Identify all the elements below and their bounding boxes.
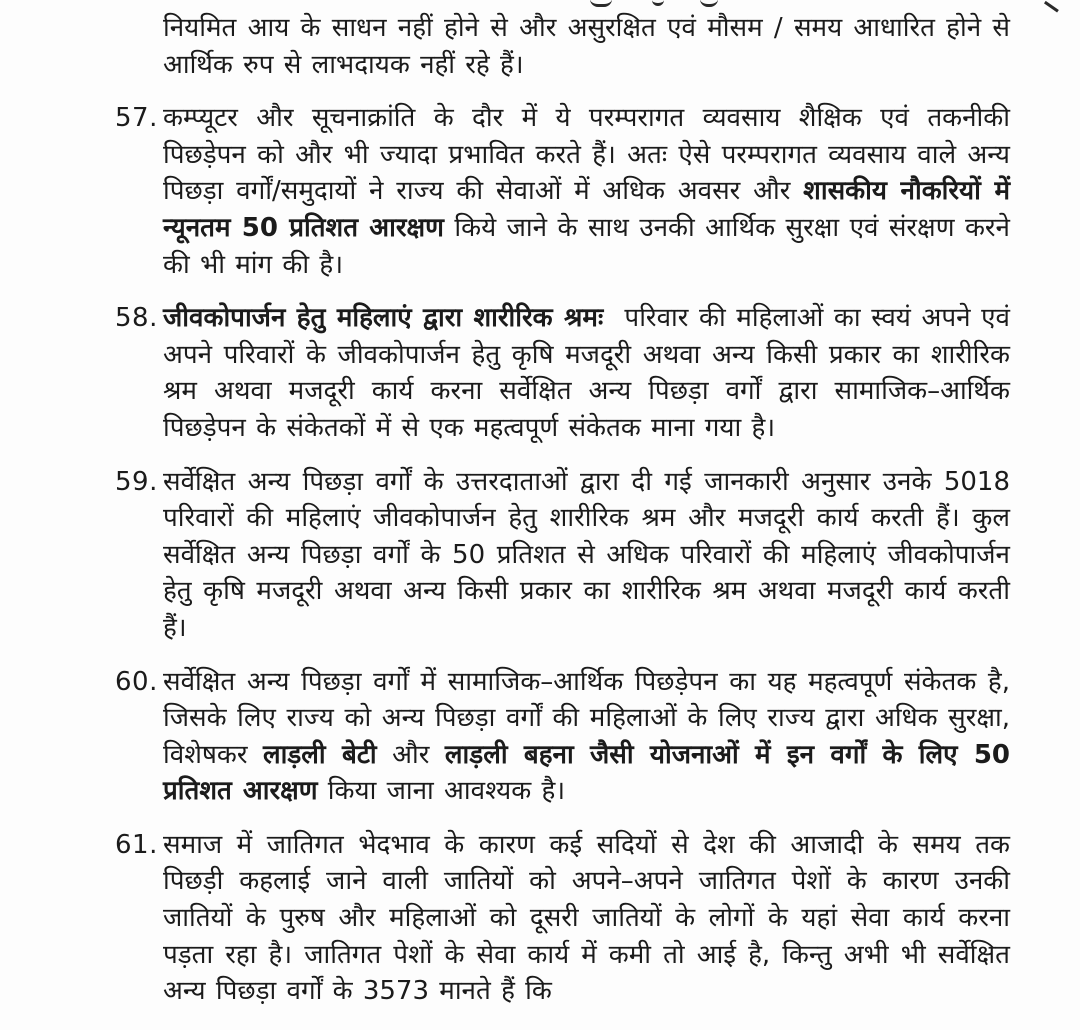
text-segment: सर्वेक्षित अन्य पिछड़ा वर्गों में सामाजिक–आर्थिक पिछड़ेपन का यह महत्वपूर्ण संकेतक है, जिसके लिए राज्य को अन्य पिछड़ा वर्गों की महिलाओं के लिए राज्य द्वारा अधिक सुरक्षा, विशेषकर xyxy=(163,666,1010,770)
paragraph-number: 61. xyxy=(115,829,158,860)
bold-text-segment: लाड़ली बहना जैसी योजनाओं में इन वर्गों के लिए 50 प्रतिशत आरक्षण xyxy=(163,739,1011,807)
list-item-paragraph xyxy=(115,10,1010,83)
bold-text-segment: जीवकोपार्जन हेतु महिलाएं द्वारा शारीरिक श्रमः xyxy=(163,303,604,334)
text-segment: और xyxy=(376,739,445,770)
paragraph-text xyxy=(163,827,1010,1010)
text-segment: सर्वेक्षित अन्य पिछड़ा वर्गों के उत्तरदाताओं द्वारा दी गई जानकारी अनुसार उनके 5018 परिवारों की महिलाएं जीवकोपार्जन हेतु शारीरिक श्रम और मजदूरी कार्य करती हैं। कुल सर्वेक्षित अन्य पिछड़ा वर्गों के 50 प्रतिशत से अधिक परिवारों की महिलाएं जीवकोपार्जन हेतु कृषि मजदूरी अथवा अन्य किसी प्रकार का शारीरिक श्रम अथवा मजदूरी कार्य करती हैं। xyxy=(163,466,1010,643)
text-segment: कम्प्यूटर और सूचनाक्रांति के दौर में ये परम्परागत व्यवसाय शैक्षिक एवं तकनीकी पिछड़ेपन को और भी ज्यादा प्रभावित करते हैं। अतः ऐसे परम्परागत व्यवसाय वाले अन्य पिछड़ा वर्गों/समुदायों ने राज्य की सेवाओं में अधिक अवसर और xyxy=(163,103,1010,207)
list-item-paragraph xyxy=(115,100,1010,283)
text-segment: समाज में जातिगत भेदभाव के कारण कई सदियों से देश की आजादी के समय तक पिछड़ी कहलाई जाने वाली जातियों को अपने–अपने जातिगत पेशों के कारण उनकी जातियों के पुरुष और महिलाओं को दूसरी जातियों के लोगों के यहां सेवा कार्य करना पड़ता रहा है। जातिगत पेशों के सेवा कार्य में कमी तो आई है, किन्तु अभी भी सर्वेक्षित अन्य पिछड़ा वर्गों के 3573 मानते हैं कि xyxy=(163,829,1010,1007)
bold-text-segment: लाड़ली बेटी xyxy=(263,739,377,770)
text-segment: किया जाना आवश्यक है। xyxy=(317,776,566,807)
paragraph-text xyxy=(163,100,1010,283)
text-segment: किये जाने के साथ उनकी आर्थिक सुरक्षा एवं संरक्षण करने की भी मांग की है। xyxy=(163,212,1010,280)
paragraph-text xyxy=(163,10,1010,83)
paragraph-number: 58. xyxy=(115,303,158,334)
list-item-paragraph xyxy=(115,827,1010,1010)
paragraph-number: 59. xyxy=(115,466,158,497)
list-item-paragraph xyxy=(115,464,1010,647)
list-item-paragraph xyxy=(115,664,1010,810)
paragraph-text xyxy=(163,300,1010,446)
paragraph-number: 57. xyxy=(115,103,158,134)
text-segment: परिवार की महिलाओं का स्वयं अपने एवं अपने परिवारों के जीवकोपार्जन हेतु कृषि मजदूरी अथवा अन्य किसी प्रकार का शारीरिक श्रम अथवा मजदूरी कार्य करना सर्वेक्षित अन्य पिछड़ा वर्गों द्वारा सामाजिक–आर्थिक पिछड़ेपन के संकेतकों में से एक महत्वपूर्ण संकेतक माना गया है। xyxy=(163,303,1010,443)
bold-text-segment: शासकीय नौकरियों में न्यूनतम 50 प्रतिशत आरक्षण xyxy=(163,176,1010,243)
paragraph-text xyxy=(163,464,1010,647)
text-segment: नियमित आय के साधन नहीं होने से और असुरक्षित एवं मौसम / समय आधारित होने से आर्थिक रुप से लाभदायक नहीं रहे हैं। xyxy=(163,13,1010,80)
list-item-paragraph xyxy=(115,300,1010,446)
paragraph-number: 60. xyxy=(115,666,158,697)
paragraph-text xyxy=(163,664,1010,810)
